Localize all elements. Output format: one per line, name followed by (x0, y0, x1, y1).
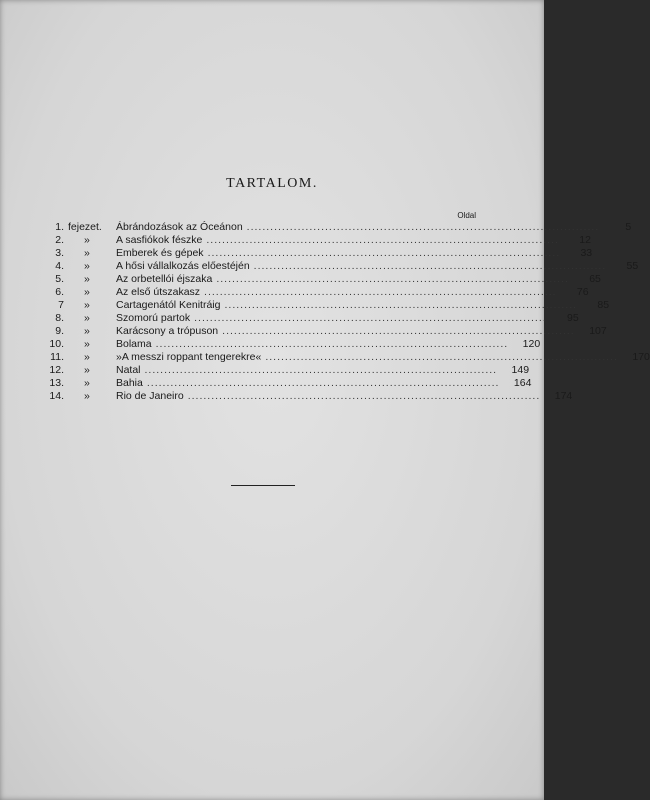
toc-entry (42, 325, 607, 338)
chapter-number: 10. (49, 338, 64, 350)
table-of-contents (42, 221, 650, 403)
ditto-mark: » (84, 351, 90, 363)
page-number: 170 (632, 351, 650, 363)
toc-entry (42, 234, 591, 247)
chapter-number: 2. (55, 234, 64, 246)
chapter-title: Natal (116, 364, 141, 376)
chapter-number: 8. (55, 312, 64, 324)
toc-entry (42, 390, 573, 403)
page-number: 55 (626, 260, 639, 272)
toc-entry (42, 312, 579, 325)
toc-entry (42, 364, 530, 377)
chapter-number: 4. (55, 260, 64, 272)
dot-leader: .......................................................................................... (144, 364, 498, 376)
dot-leader: .......................................................................................... (187, 390, 541, 402)
page-number: 65 (589, 273, 601, 285)
ditto-mark: » (84, 299, 90, 311)
page-column-label: Oldal (457, 211, 476, 220)
dot-leader: .......................................................................................... (207, 247, 561, 259)
page-number: 164 (513, 377, 532, 389)
ditto-mark: » (84, 273, 90, 285)
dot-leader: .......................................................................................... (265, 351, 618, 363)
chapter-title: Az orbetellói éjszaka (116, 273, 213, 285)
ditto-mark: » (84, 247, 90, 259)
chapter-title: Bolama (116, 338, 152, 350)
chapter-number: 14. (49, 390, 64, 402)
ditto-mark: » (84, 260, 90, 272)
page-number: 95 (567, 312, 579, 324)
ditto-mark: » (84, 390, 90, 402)
ditto-mark: » (84, 312, 90, 324)
chapter-title: Emberek és gépek (116, 247, 204, 259)
page-title: TARTALOM. (226, 176, 318, 191)
decorative-rule (231, 485, 295, 486)
page-number: 149 (511, 364, 530, 376)
toc-entry (42, 299, 610, 312)
chapter-number: 13. (49, 377, 64, 389)
dot-leader: .......................................................................................... (204, 286, 557, 298)
ditto-mark: » (84, 234, 90, 246)
page-number: 33 (580, 247, 593, 259)
chapter-number: 5. (55, 273, 64, 285)
dot-leader: .......................................................................................... (246, 221, 600, 233)
chapter-title: Bahia (116, 377, 143, 389)
dot-leader: .......................................................................................... (194, 312, 547, 324)
chapter-title: Ábrándozások az Óceánon (116, 221, 243, 233)
chapter-number: 3. (55, 247, 64, 259)
chapter-number: 11. (50, 351, 64, 363)
toc-entry (42, 351, 650, 364)
page-number: 76 (576, 286, 589, 298)
page-number: 85 (597, 299, 610, 311)
ditto-mark: » (84, 286, 90, 298)
toc-entry (42, 247, 593, 260)
page-number: 12 (579, 234, 591, 246)
page-number: 5 (625, 221, 632, 233)
chapter-title: A hősi vállalkozás előestéjén (116, 260, 250, 272)
toc-entry (42, 377, 532, 390)
toc-entry (42, 273, 601, 286)
ditto-mark: » (84, 325, 90, 337)
ditto-mark: » (84, 377, 90, 389)
chapter-number: 12. (49, 364, 64, 376)
page-number: 174 (554, 390, 573, 402)
ditto-mark: » (84, 338, 90, 350)
chapter-title: Rio de Janeiro (116, 390, 184, 402)
chapter-word: fejezet. (68, 221, 102, 233)
dot-leader: .......................................................................................... (206, 234, 559, 246)
page-number: 120 (522, 338, 541, 350)
page-number: 107 (589, 325, 607, 337)
chapter-number: 1. (55, 221, 64, 233)
toc-entry (42, 338, 541, 351)
chapter-title: Cartagenától Kenitráig (116, 299, 221, 311)
toc-entry (42, 286, 589, 299)
chapter-title: Karácsony a trópuson (116, 325, 219, 337)
chapter-title: Szomorú partok (116, 312, 191, 324)
toc-entry (42, 260, 639, 273)
dot-leader: .......................................................................................... (253, 260, 607, 272)
toc-entry (42, 221, 632, 234)
chapter-title: A sasfiókok fészke (116, 234, 203, 246)
chapter-number: 6. (55, 286, 64, 298)
ditto-mark: » (84, 364, 90, 376)
dot-leader: .......................................................................................... (222, 325, 575, 337)
dot-leader: .......................................................................................... (216, 273, 569, 285)
chapter-title: Az első útszakasz (116, 286, 201, 298)
chapter-title: »A messzi roppant tengerekre« (116, 351, 262, 363)
dot-leader: .......................................................................................... (155, 338, 509, 350)
dot-leader: .......................................................................................... (146, 377, 500, 389)
chapter-number: 7 (58, 299, 64, 311)
dot-leader: .......................................................................................... (224, 299, 578, 311)
chapter-number: 9. (55, 325, 64, 337)
